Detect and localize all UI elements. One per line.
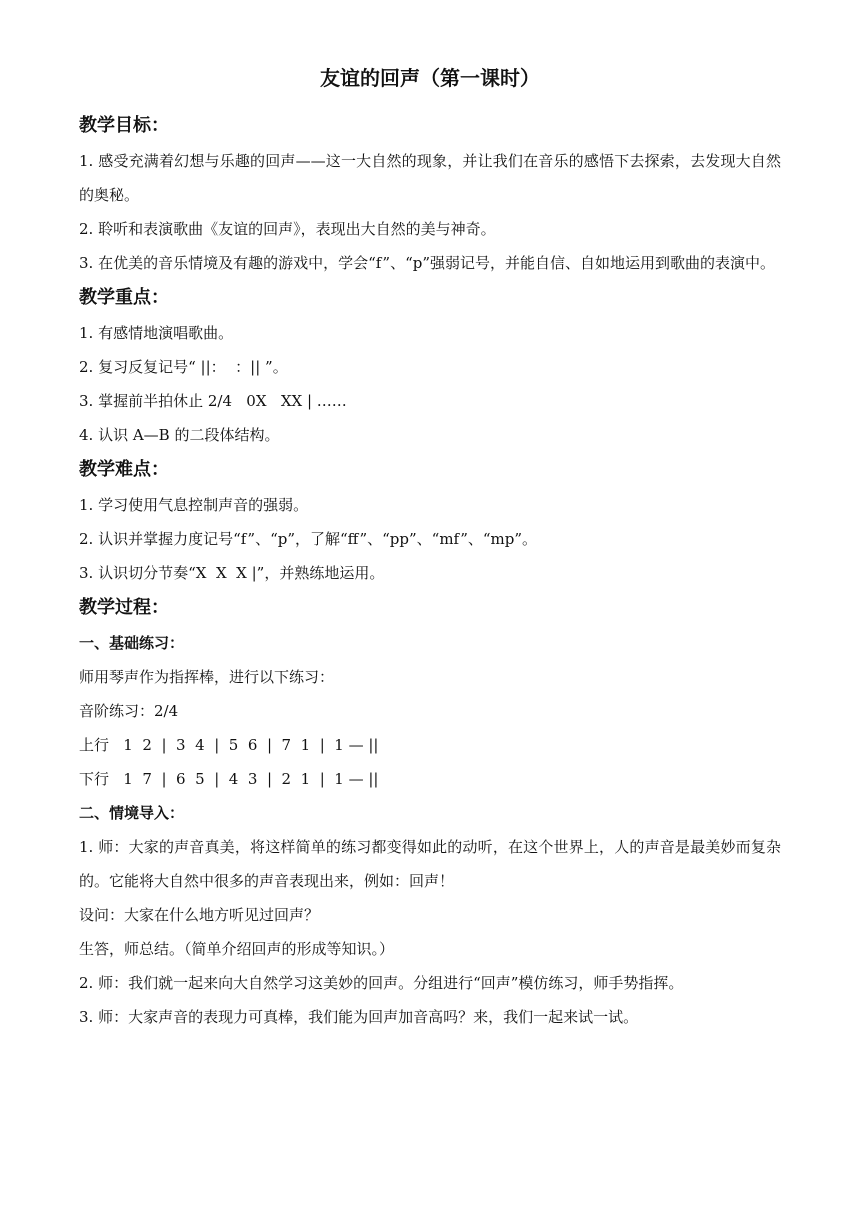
scale-up-line: 上行 1 2 | 3 4 | 5 6 | 7 1 | 1 — || (79, 736, 379, 754)
scale-down-line: 下行 1 7 | 6 5 | 4 3 | 2 1 | 1 — || (79, 770, 379, 788)
keypoints-heading: 教学重点： (79, 287, 169, 308)
difficulty-item-3: 3. 认识切分节奏“X X X |”，并熟练地运用。 (79, 564, 385, 582)
section2-heading: 二、情境导入： (79, 804, 185, 822)
document-page (79, 60, 781, 1034)
section2-para-3: 生答，师总结。（简单介绍回声的形成等知识。） (79, 940, 395, 958)
goals-heading: 教学目标： (79, 115, 169, 136)
section2-para-1: 1. 师：大家的声音真美，将这样简单的练习都变得如此的动听，在这个世界上，人的声音是最美妙而复杂的。它能将大自然中很多的声音表现出来，例如：回声！ (79, 838, 781, 890)
section1-heading: 一、基础练习： (79, 634, 185, 652)
difficulties-heading: 教学难点： (79, 459, 169, 480)
process-heading: 教学过程： (79, 597, 169, 618)
section2-para-4: 2. 师：我们就一起来向大自然学习这美妙的回声。分组进行“回声”模仿练习，师手势指挥。 (79, 974, 684, 992)
keypoint-item-2: 2. 复习反复记号“ ||： ：|| ”。 (79, 358, 288, 376)
scale-label: 音阶练习：2/4 (79, 702, 179, 720)
keypoint-item-1: 1. 有感情地演唱歌曲。 (79, 324, 234, 342)
difficulty-item-2: 2. 认识并掌握力度记号“f”、“p”，了解“ff”、“pp”、“mf”、“mp”。 (79, 530, 538, 548)
keypoint-item-4: 4. 认识 A—B 的二段体结构。 (79, 426, 280, 444)
goal-item-3: 3. 在优美的音乐情境及有趣的游戏中，学会“f”、“p”强弱记号，并能自信、自如地运用到歌曲的表演中。 (79, 254, 776, 272)
section1-intro: 师用琴声作为指挥棒，进行以下练习： (79, 668, 335, 686)
goal-item-2: 2. 聆听和表演歌曲《友谊的回声》，表现出大自然的美与神奇。 (79, 220, 496, 238)
section2-para-5: 3. 师：大家声音的表现力可真棒，我们能为回声加音高吗？来，我们一起来试一试。 (79, 1008, 639, 1026)
section2-para-2: 设问：大家在什么地方听见过回声？ (79, 906, 320, 924)
page-title: 友谊的回声（第一课时） (320, 66, 540, 90)
difficulty-item-1: 1. 学习使用气息控制声音的强弱。 (79, 496, 309, 514)
goal-item-1: 1. 感受充满着幻想与乐趣的回声——这一大自然的现象，并让我们在音乐的感悟下去探索，去发现大自然的奥秘。 (79, 152, 781, 204)
keypoint-item-3: 3. 掌握前半拍休止 2/4 0X XX | …… (79, 392, 347, 410)
